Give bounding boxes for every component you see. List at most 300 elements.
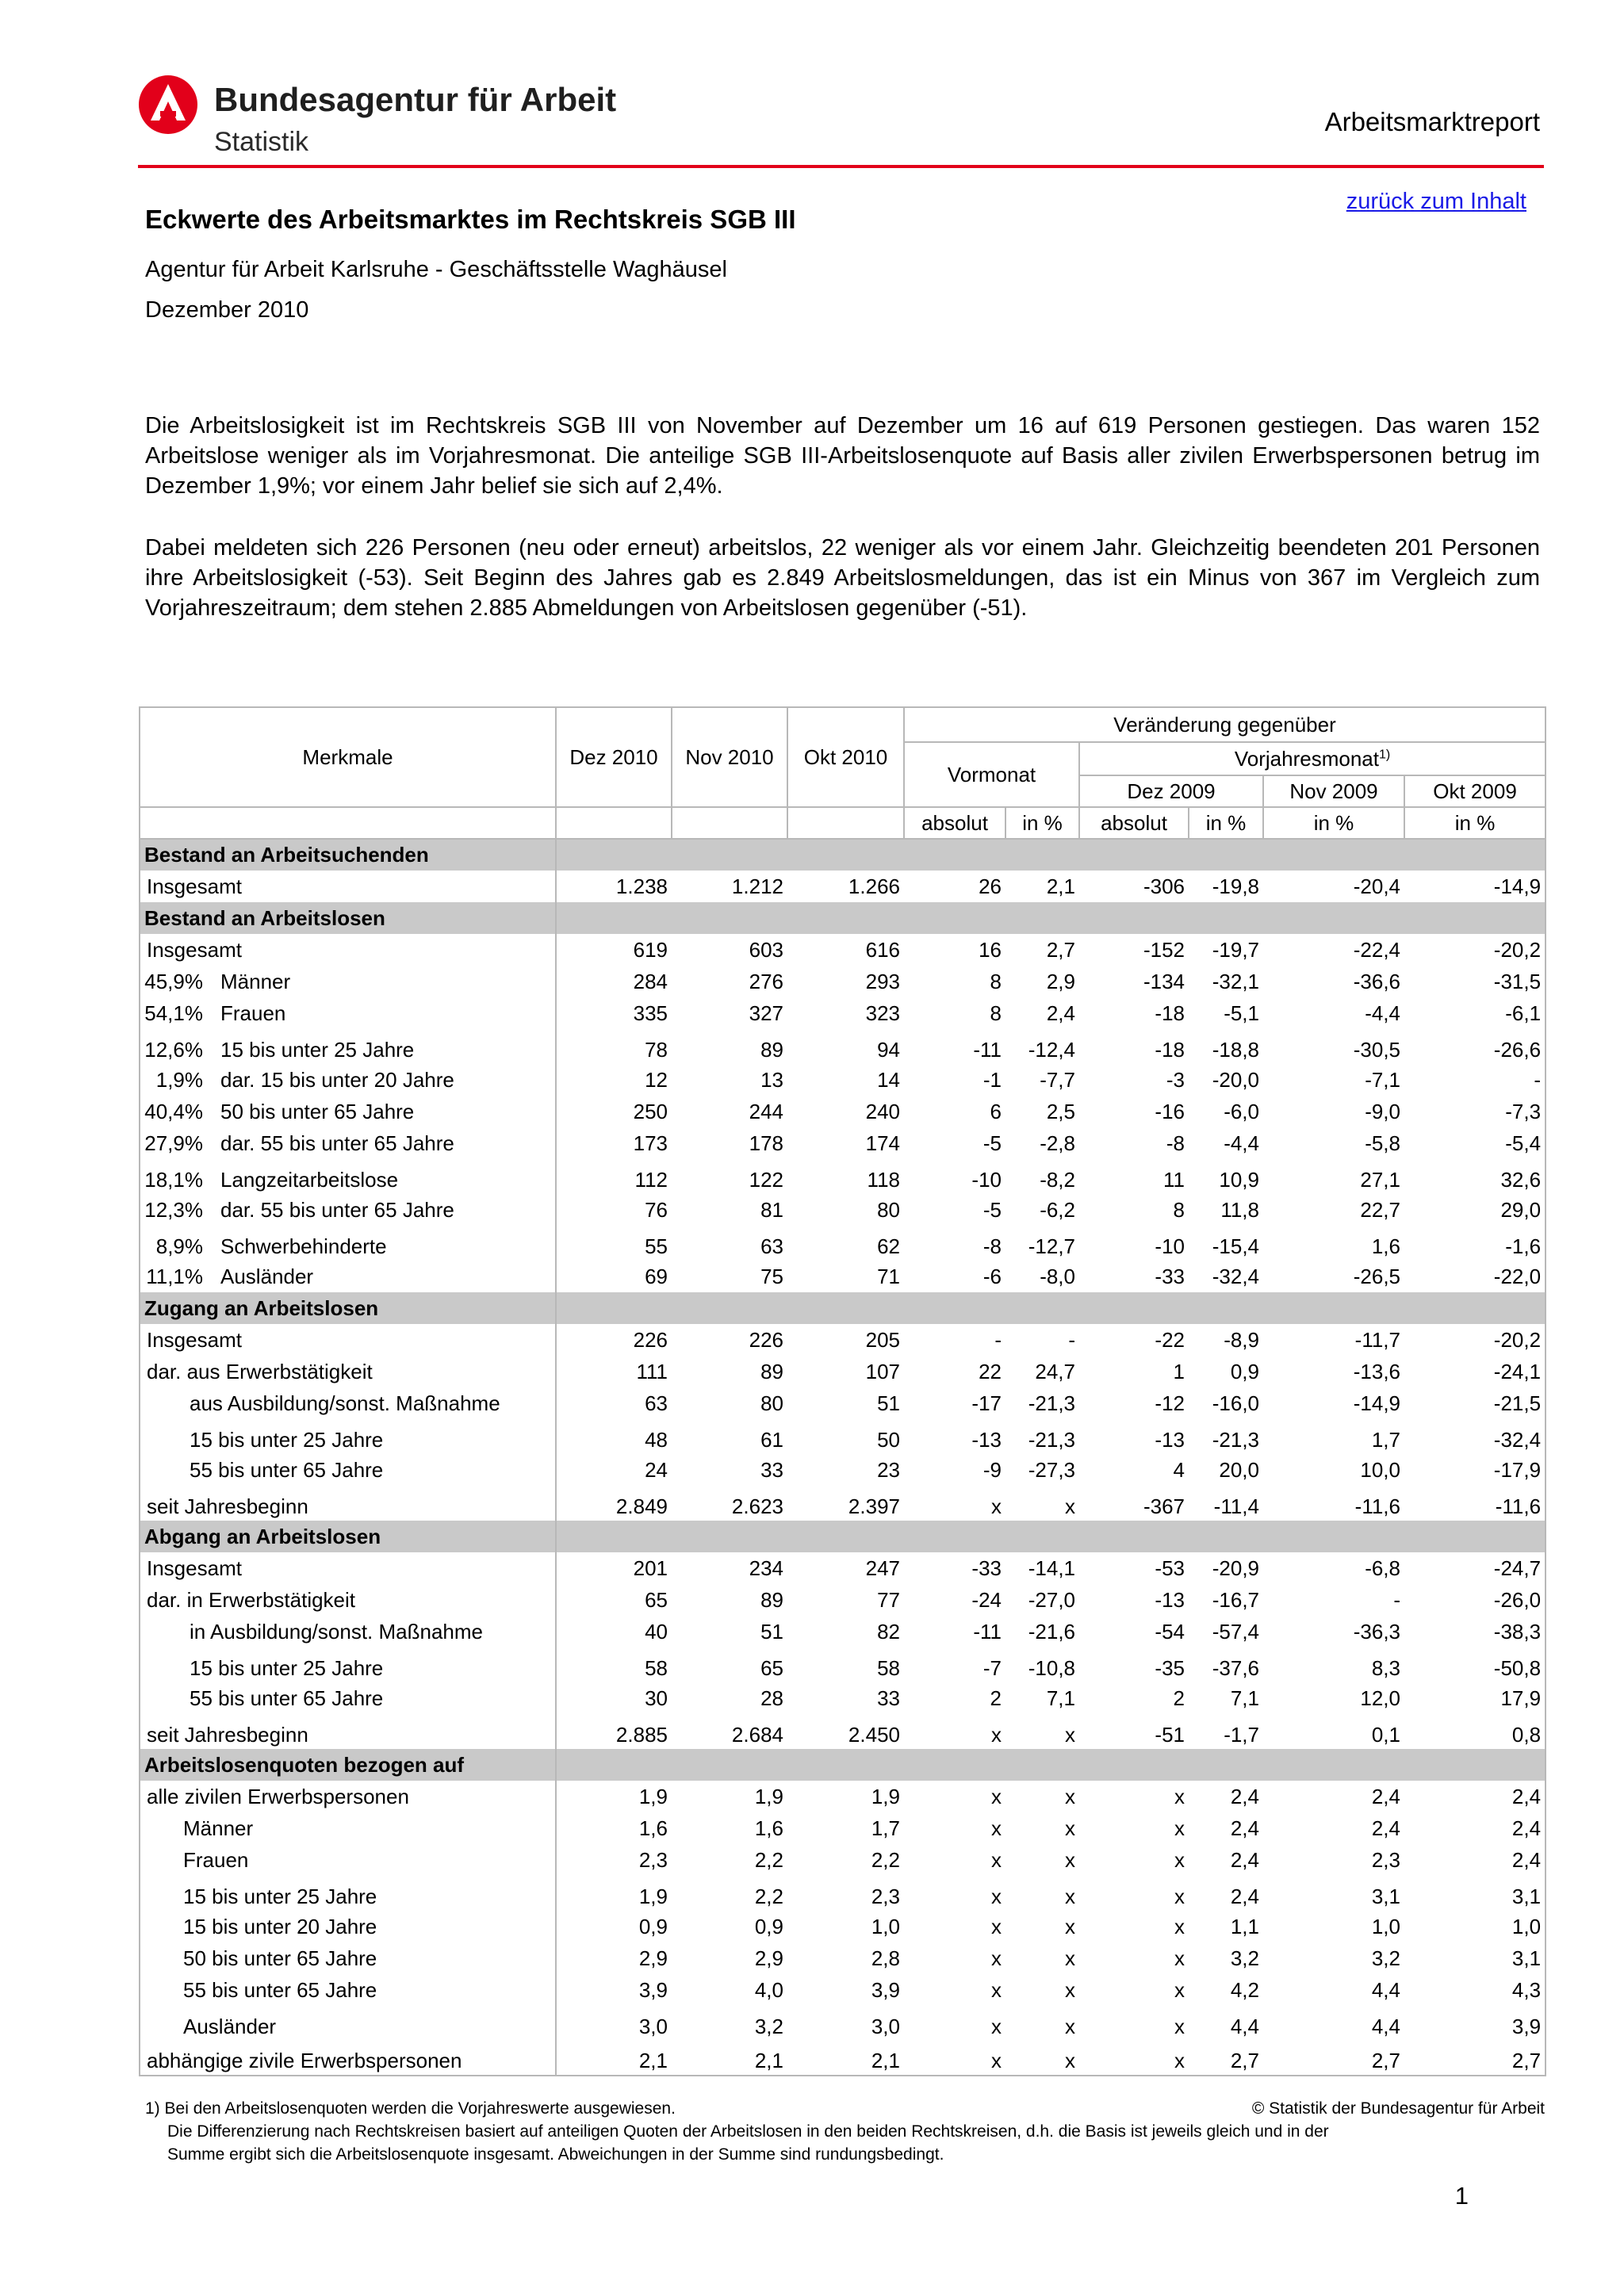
report-title: Arbeitsmarktreport (1324, 107, 1540, 136)
value-cell: -16,7 (1212, 1587, 1259, 1612)
value-cell: 26 (979, 874, 1002, 898)
value-cell: 2,4 (1230, 1816, 1259, 1840)
row-label: 55 bis unter 65 Jahre (190, 1457, 384, 1482)
row-label: alle zivilen Erwerbspersonen (147, 1784, 409, 1808)
value-cell: 3,1 (1511, 1946, 1542, 1970)
value-cell: 6 (990, 1099, 1002, 1123)
value-cell: 3,9 (638, 1977, 668, 2002)
value-cell: -7,1 (1365, 1067, 1400, 1092)
value-cell: 3,1 (1371, 1885, 1400, 1908)
value-cell: 4 (1173, 1457, 1185, 1482)
value-cell: -7 (982, 1656, 1002, 1680)
row-label-cell (140, 1356, 556, 1387)
value-cell: 2,9 (1046, 969, 1075, 993)
value-cell: 58 (877, 1656, 900, 1680)
value-cell: 0,1 (1371, 1723, 1400, 1747)
value-cell: -16,0 (1212, 1391, 1259, 1415)
value-cell: -19,7 (1212, 937, 1259, 962)
value-cell: 2,4 (1046, 1001, 1075, 1025)
value-cell: 12,0 (1360, 1686, 1400, 1710)
value-cell: -36,6 (1353, 969, 1400, 993)
value-cell: 4,0 (754, 1977, 783, 2002)
value-cell: x (1065, 1816, 1075, 1840)
row-label-cell (140, 1876, 556, 1911)
value-cell: 2 (990, 1686, 1002, 1710)
share-percent: 27,9% (144, 1131, 203, 1155)
value-cell: 0,9 (754, 1914, 783, 1938)
value-cell: 2.623 (731, 1494, 783, 1518)
value-cell: x (991, 1885, 1002, 1908)
header-nov-2010: Nov 2010 (672, 707, 787, 807)
value-cell: -1,6 (1505, 1234, 1542, 1258)
footnote-1: 1) Bei den Arbeitslosenquoten werden die Vorjahreswerte ausgewiesen. (145, 2099, 676, 2118)
value-cell: x (1065, 1977, 1075, 2002)
value-cell: -1,7 (1224, 1723, 1259, 1747)
value-cell: 2,4 (1230, 1885, 1259, 1908)
value-cell: -11,7 (1354, 1327, 1400, 1352)
table-row (140, 1064, 1545, 1096)
value-cell: - (1068, 1327, 1075, 1352)
value-cell: -8,0 (1040, 1264, 1075, 1288)
value-cell: -20,2 (1493, 1327, 1542, 1352)
header-nov-2009: Nov 2009 (1263, 775, 1404, 807)
table-row (140, 1194, 1545, 1226)
row-label: dar. in Erwerbstätigkeit (147, 1587, 356, 1612)
row-label-cell (140, 1226, 556, 1261)
share-percent: 18,1% (144, 1168, 203, 1192)
value-cell: 2,7 (1371, 2049, 1400, 2072)
value-cell: 3,2 (1230, 1946, 1259, 1970)
value-cell: -10 (1155, 1234, 1185, 1258)
row-label-cell (140, 1911, 556, 1942)
ba-logo-icon (138, 75, 198, 135)
value-cell: -12 (1155, 1391, 1185, 1415)
table-section-row (140, 902, 1545, 934)
value-cell: -57,4 (1212, 1619, 1259, 1644)
value-cell: -20,9 (1212, 1556, 1259, 1580)
value-cell: 1,0 (871, 1914, 900, 1938)
row-label-cell (140, 1029, 556, 1064)
row-label: 15 bis unter 20 Jahre (183, 1914, 377, 1938)
value-cell: 13 (760, 1067, 783, 1092)
value-cell: 250 (633, 1099, 668, 1123)
table-section-row (140, 1292, 1545, 1324)
value-cell: -26,6 (1493, 1038, 1542, 1062)
value-cell: 69 (645, 1264, 668, 1288)
row-label: 55 bis unter 65 Jahre (190, 1686, 384, 1710)
value-cell: 11 (1163, 1168, 1185, 1192)
value-cell: 1,6 (1371, 1234, 1400, 1258)
row-label-cell (140, 1064, 556, 1096)
value-cell: 16 (979, 937, 1002, 962)
value-cell: -6,8 (1365, 1556, 1400, 1580)
value-cell: x (1174, 1847, 1185, 1872)
value-cell: 2,1 (754, 2049, 783, 2072)
value-cell: x (1174, 1816, 1185, 1840)
value-cell: - (1534, 1067, 1542, 1092)
value-cell: x (991, 1914, 1002, 1938)
row-label: Frauen (183, 1847, 249, 1872)
value-cell: x (991, 1847, 1002, 1872)
value-cell: -18,8 (1212, 1038, 1259, 1062)
value-cell: -20,4 (1353, 874, 1400, 898)
table-row (140, 1942, 1545, 1974)
row-label: 15 bis unter 25 Jahre (183, 1885, 377, 1908)
value-cell: 293 (865, 969, 900, 993)
value-cell: x (1174, 1914, 1185, 1938)
header-okt-2009: Okt 2009 (1404, 775, 1545, 807)
value-cell: x (1065, 2015, 1075, 2038)
value-cell: 48 (645, 1428, 668, 1452)
row-label: 50 bis unter 65 Jahre (220, 1099, 415, 1123)
value-cell: 2,4 (1371, 1784, 1400, 1808)
value-cell: 20,0 (1219, 1457, 1259, 1482)
value-cell: x (991, 1946, 1002, 1970)
table-row (140, 1682, 1545, 1714)
table-row (140, 1486, 1545, 1521)
table-row (140, 1911, 1545, 1942)
value-cell: -16 (1155, 1099, 1185, 1123)
value-cell: -50,8 (1493, 1656, 1542, 1680)
share-percent: 54,1% (144, 1001, 203, 1025)
value-cell: -54 (1155, 1619, 1185, 1644)
value-cell: 240 (865, 1099, 900, 1123)
value-cell: -11,4 (1213, 1494, 1259, 1518)
value-cell: 2,7 (1511, 2049, 1542, 2072)
row-label-cell (140, 1127, 556, 1159)
value-cell: -11 (973, 1619, 1002, 1644)
row-label-cell (140, 1844, 556, 1876)
value-cell: 335 (633, 1001, 668, 1025)
value-cell: x (1174, 1885, 1185, 1908)
value-cell: -33 (1155, 1264, 1185, 1288)
value-cell: 1,9 (638, 1784, 668, 1808)
value-cell: - (994, 1327, 1002, 1352)
section-label: Abgang an Arbeitslosen (140, 1521, 556, 1552)
value-cell: 2,7 (1046, 937, 1075, 962)
value-cell: 174 (865, 1131, 900, 1155)
value-cell: -11,6 (1495, 1494, 1542, 1518)
value-cell: 1,0 (1371, 1914, 1400, 1938)
value-cell: 77 (877, 1587, 900, 1612)
value-cell: -24,7 (1493, 1556, 1542, 1580)
value-cell: 2 (1173, 1686, 1185, 1710)
table-row (140, 1226, 1545, 1261)
value-cell: 2,8 (871, 1946, 900, 1970)
value-cell: 1 (1173, 1359, 1185, 1383)
value-cell: 3,2 (754, 2015, 783, 2038)
row-label-cell (140, 1942, 556, 1974)
value-cell: -26,0 (1493, 1587, 1542, 1612)
value-cell: 178 (749, 1131, 783, 1155)
value-cell: 2.684 (731, 1723, 783, 1747)
row-label-cell (140, 1552, 556, 1584)
value-cell: -10,8 (1028, 1656, 1075, 1680)
value-cell: -5,1 (1224, 1001, 1259, 1025)
value-cell: x (991, 1494, 1002, 1518)
header-veraenderung: Veränderung gegenüber (904, 707, 1545, 742)
value-cell: 327 (749, 1001, 783, 1025)
value-cell: -32,4 (1212, 1264, 1259, 1288)
value-cell: 61 (760, 1428, 783, 1452)
value-cell: 62 (877, 1234, 900, 1258)
row-label: 15 bis unter 25 Jahre (220, 1038, 415, 1062)
table-row (140, 1029, 1545, 1064)
row-label-cell (140, 2006, 556, 2041)
row-label: 50 bis unter 65 Jahre (183, 1946, 377, 1970)
value-cell: 112 (634, 1168, 668, 1192)
value-cell: 4,3 (1511, 1977, 1542, 2002)
value-cell: 122 (749, 1168, 783, 1192)
row-label-cell (140, 1812, 556, 1844)
row-label: Insgesamt (147, 1327, 242, 1352)
value-cell: 107 (865, 1359, 900, 1383)
value-cell: -9,0 (1365, 1099, 1400, 1123)
table-row (140, 966, 1545, 997)
table-row (140, 1714, 1545, 1749)
value-cell: 80 (877, 1197, 900, 1222)
value-cell: 1,6 (638, 1816, 668, 1840)
row-label: Männer (183, 1816, 254, 1840)
value-cell: 1.212 (731, 874, 783, 898)
share-percent: 1,9% (155, 1067, 203, 1092)
value-cell: -5,4 (1505, 1131, 1542, 1155)
value-cell: -6,0 (1224, 1099, 1259, 1123)
row-label-cell (140, 1096, 556, 1127)
value-cell: -35 (1155, 1656, 1185, 1680)
value-cell: -37,6 (1212, 1656, 1259, 1680)
value-cell: 3,9 (1511, 2015, 1542, 2038)
value-cell: 2,4 (1511, 1816, 1542, 1840)
value-cell: -3 (1166, 1067, 1185, 1092)
row-label: dar. 55 bis unter 65 Jahre (220, 1197, 454, 1222)
value-cell: 22,7 (1360, 1197, 1400, 1222)
value-cell: -12,4 (1028, 1038, 1075, 1062)
brand-subtitle: Statistik (214, 127, 309, 157)
value-cell: -152 (1143, 937, 1185, 962)
value-cell: 7,1 (1046, 1686, 1075, 1710)
value-cell: 4,2 (1230, 1977, 1259, 2002)
section-fill (556, 1749, 1545, 1781)
table-section-row (140, 1521, 1545, 1552)
value-cell: 2,3 (638, 1847, 668, 1872)
value-cell: -18 (1155, 1001, 1185, 1025)
value-cell: 323 (865, 1001, 900, 1025)
value-cell: -17 (971, 1391, 1002, 1415)
value-cell: 1,7 (1371, 1428, 1400, 1452)
value-cell: -4,4 (1365, 1001, 1400, 1025)
row-label-cell (140, 2041, 556, 2076)
value-cell: x (991, 1977, 1002, 2002)
value-cell: 33 (877, 1686, 900, 1710)
page-title: Eckwerte des Arbeitsmarktes im Rechtskreis SGB III (145, 205, 796, 234)
row-label-cell (140, 1647, 556, 1682)
value-cell: 29,0 (1500, 1197, 1542, 1222)
value-cell: 2,4 (1511, 1784, 1542, 1808)
table-row (140, 1454, 1545, 1486)
table-row (140, 1812, 1545, 1844)
value-cell: 10,9 (1219, 1168, 1259, 1192)
value-cell: 23 (877, 1457, 900, 1482)
report-period: Dezember 2010 (145, 297, 309, 323)
value-cell: 4,4 (1230, 2015, 1259, 2038)
row-label: Ausländer (183, 2015, 277, 2038)
value-cell: 3,2 (1371, 1946, 1400, 1970)
row-label: dar. 15 bis unter 20 Jahre (220, 1067, 454, 1092)
table-row (140, 1781, 1545, 1812)
row-label-cell (140, 1387, 556, 1419)
value-cell: 2,9 (638, 1946, 668, 1970)
value-cell: x (1174, 1946, 1185, 1970)
value-cell: -18 (1155, 1038, 1185, 1062)
value-cell: 30 (645, 1686, 668, 1710)
row-label-cell (140, 997, 556, 1029)
value-cell: -10 (971, 1168, 1002, 1192)
value-cell: x (1065, 1784, 1075, 1808)
header-divider (138, 165, 1544, 168)
row-label-cell (140, 871, 556, 902)
value-cell: -134 (1143, 969, 1185, 993)
table-row (140, 1552, 1545, 1584)
value-cell: -53 (1155, 1556, 1185, 1580)
value-cell: 2,2 (871, 1847, 900, 1872)
value-cell: -20,2 (1493, 937, 1542, 962)
value-cell: 0,8 (1511, 1723, 1542, 1747)
value-cell: 63 (645, 1391, 668, 1415)
row-label: Ausländer (220, 1264, 314, 1288)
table-row (140, 1127, 1545, 1159)
agency-subtitle: Agentur für Arbeit Karlsruhe - Geschäftsstelle Waghäusel (145, 257, 727, 282)
value-cell: x (991, 1723, 1002, 1747)
value-cell: 65 (645, 1587, 668, 1612)
value-cell: 55 (645, 1234, 668, 1258)
header-in-pct: in % (1404, 807, 1545, 839)
value-cell: 226 (633, 1327, 668, 1352)
value-cell: 75 (760, 1264, 783, 1288)
value-cell: 616 (865, 937, 900, 962)
back-to-contents-link[interactable]: zurück zum Inhalt (1346, 189, 1526, 214)
value-cell: 28 (760, 1686, 783, 1710)
value-cell: x (1065, 1723, 1075, 1747)
value-cell: 276 (749, 969, 783, 993)
section-fill (556, 902, 1545, 934)
row-label-cell (140, 1486, 556, 1521)
value-cell: -31,5 (1493, 969, 1542, 993)
value-cell: -6,2 (1040, 1197, 1075, 1222)
value-cell: -22 (1155, 1327, 1185, 1352)
value-cell: -11,6 (1354, 1494, 1400, 1518)
footnotes (145, 2097, 1545, 2166)
value-cell: x (1065, 1914, 1075, 1938)
table-row (140, 997, 1545, 1029)
value-cell: 1.238 (615, 874, 668, 898)
section-fill (556, 1521, 1545, 1552)
table-body (140, 839, 1545, 2076)
table-row (140, 1096, 1545, 1127)
value-cell: -12,7 (1028, 1234, 1075, 1258)
value-cell: x (991, 1784, 1002, 1808)
value-cell: 118 (867, 1168, 900, 1192)
value-cell: -24 (971, 1587, 1002, 1612)
value-cell: -13 (971, 1428, 1002, 1452)
row-label-cell (140, 1616, 556, 1647)
summary-paragraph-2: Dabei meldeten sich 226 Personen (neu oder erneut) arbeitslos, 22 weniger als vor einem Jahr. Gleichzeitig beendeten 201 Personen ihre Arbeitslosigkeit (-53). Seit Beginn des Jahres gab es 2.849 Arbeitslosmeldungen, das ist ein Minus von 367 im Vergleich zum Vorjahreszeitraum; dem stehen 2.885 Abmeldungen von Arbeitslosen gegenüber (-51). (145, 535, 1540, 621)
row-label-cell (140, 1419, 556, 1454)
value-cell: x (1174, 1977, 1185, 2002)
value-cell: 12 (645, 1067, 668, 1092)
value-cell: -36,3 (1353, 1619, 1400, 1644)
table-row (140, 1844, 1545, 1876)
row-label: 55 bis unter 65 Jahre (183, 1977, 377, 2002)
value-cell: 40 (645, 1619, 668, 1644)
value-cell: 51 (877, 1391, 900, 1415)
value-cell: 2,3 (1371, 1847, 1400, 1872)
value-cell: -6,1 (1505, 1001, 1542, 1025)
value-cell: 3,1 (1511, 1885, 1542, 1908)
value-cell: -5 (982, 1131, 1002, 1155)
value-cell: 71 (877, 1264, 900, 1288)
table-section-row (140, 1749, 1545, 1781)
value-cell: 89 (760, 1038, 783, 1062)
row-label-cell (140, 1682, 556, 1714)
share-percent: 12,6% (144, 1038, 203, 1062)
share-percent: 11,1% (146, 1264, 203, 1288)
value-cell: 2,1 (1046, 874, 1075, 898)
value-cell: 50 (877, 1428, 900, 1452)
table-row (140, 871, 1545, 902)
value-cell: 0,9 (638, 1914, 668, 1938)
value-cell: 4,4 (1371, 2015, 1400, 2038)
value-cell: -17,9 (1493, 1457, 1542, 1482)
value-cell: -22,0 (1493, 1264, 1542, 1288)
value-cell: 14 (877, 1067, 900, 1092)
value-cell: 8 (990, 1001, 1002, 1025)
value-cell: 1,9 (871, 1784, 900, 1808)
value-cell: 0,9 (1230, 1359, 1259, 1383)
value-cell: x (1065, 1847, 1075, 1872)
value-cell: x (991, 2049, 1002, 2072)
value-cell: -32,4 (1493, 1428, 1542, 1452)
header-vorjahresmonat: Vorjahresmonat$^{1)}$ (1079, 742, 1545, 775)
value-cell: 81 (760, 1197, 783, 1222)
row-label: Insgesamt (147, 1556, 242, 1580)
table-row (140, 934, 1545, 966)
row-label: aus Ausbildung/sonst. Maßnahme (190, 1391, 500, 1415)
value-cell: 3,0 (871, 2015, 900, 2038)
value-cell: 80 (760, 1391, 783, 1415)
value-cell: 1,0 (1511, 1914, 1542, 1938)
value-cell: x (1174, 2049, 1185, 2072)
value-cell: 205 (865, 1327, 900, 1352)
row-label: Frauen (220, 1001, 286, 1025)
value-cell: -5,8 (1365, 1131, 1400, 1155)
value-cell: x (1065, 1946, 1075, 1970)
value-cell: 1.266 (848, 874, 900, 898)
value-cell: -38,3 (1493, 1619, 1542, 1644)
value-cell: 2,2 (754, 1847, 783, 1872)
header-absolut: absolut (1079, 807, 1189, 839)
value-cell: - (1393, 1587, 1400, 1612)
row-label: Schwerbehinderte (220, 1234, 387, 1258)
value-cell: -32,1 (1212, 969, 1259, 993)
value-cell: -21,6 (1028, 1619, 1075, 1644)
value-cell: x (991, 1816, 1002, 1840)
section-label: Arbeitslosenquoten bezogen auf (140, 1749, 556, 1781)
value-cell: -13 (1155, 1428, 1185, 1452)
share-percent: 8,9% (155, 1234, 203, 1258)
value-cell: 2,3 (871, 1885, 900, 1908)
value-cell: 4,4 (1371, 1977, 1400, 2002)
